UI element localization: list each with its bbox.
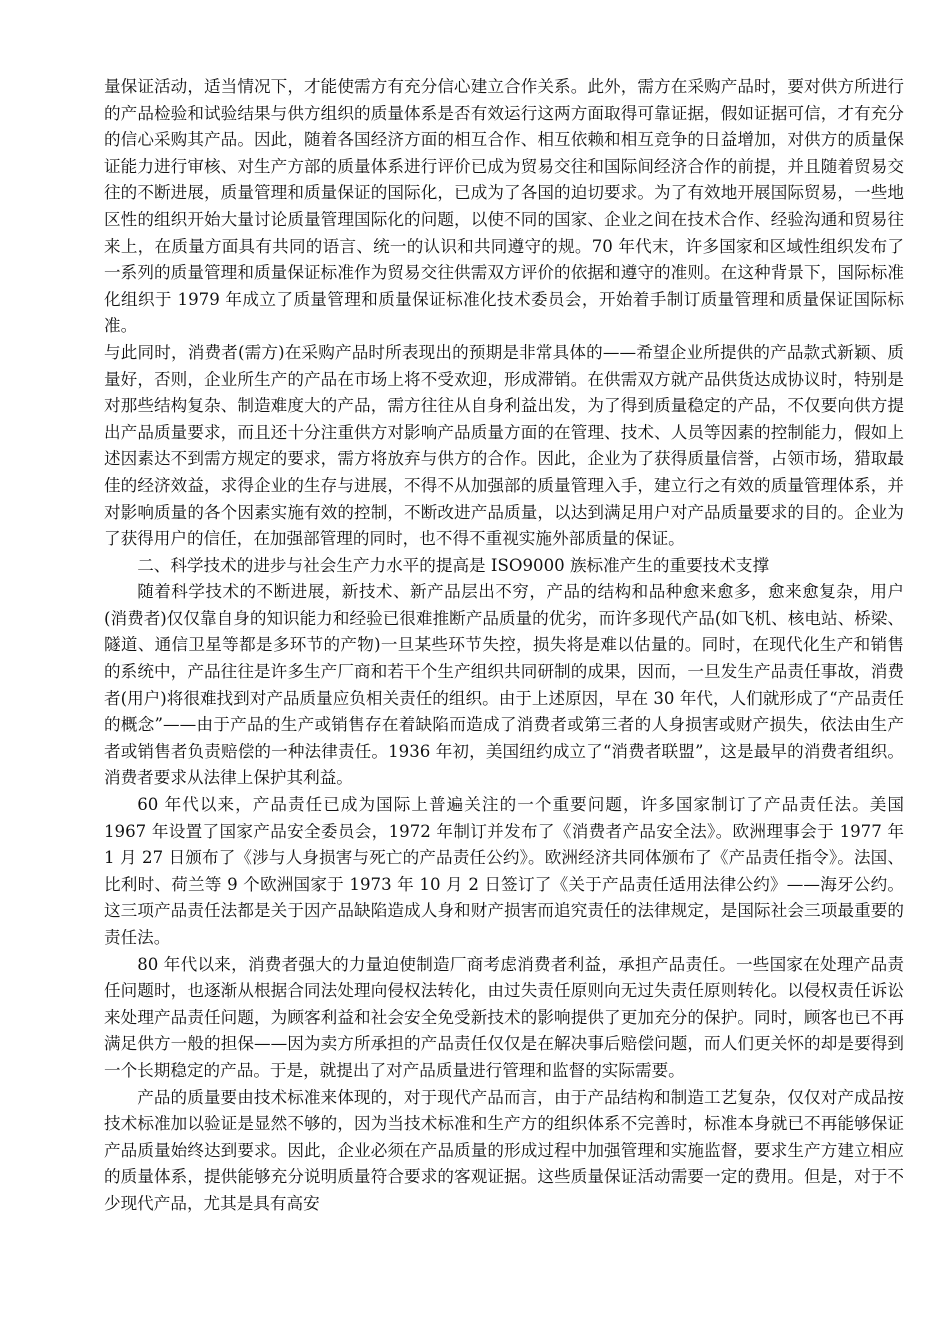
section-heading-technology: 二、科学技术的进步与社会生产力水平的提高是 ISO9000 族标准产生的重要技术支撑 bbox=[137, 555, 770, 575]
document-page bbox=[104, 74, 904, 1218]
paragraph-product-liability-origin: 随着科学技术的不断进展，新技术、新产品层出不穷，产品的结构和品种愈来愈多，愈来愈复杂，用户(消费者)仅仅靠自身的知识能力和经验已很难推断产品质量的优劣，而许多现代产品(如飞机、核电站、桥梁、隧道、通信卫星等都是多环节的产物)一旦某些环节失控，损失将是难以估量的。同时，在现代化生产和销售的系统中，产品往往是许多生产厂商和若干个生产组织共同研制的成果，因而，一旦发生产品责任事故，消费者(用户)将很难找到对产品质量应负相关责任的组织。由于上述原因，早在 30 年代，人们就形成了“产品责任的概念”——由于产品的生产或销售存在着缺陷而造成了消费者或第三者的人身损害或财产损失，依法由生产者或销售者负责赔偿的一种法律责任。1936 年初，美国纽约成立了“消费者联盟”，这是最早的消费者组织。消费者要求从法律上保护其利益。 bbox=[104, 582, 904, 788]
paragraph-1980s-liability: 80 年代以来，消费者强大的力量迫使制造厂商考虑消费者利益，承担产品责任。一些国家在处理产品责任问题时，也逐渐从根据合同法处理向侵权法转化，由过失责任原则向无过失责任原则转化。以侵权责任诉讼来处理产品责任问题，为顾客利益和社会安全免受新技术的影响提供了更加充分的保护。同时，顾客也已不再满足供方一般的担保——因为卖方所承担的产品责任仅仅是在解决事后赔偿问题，而人们更关怀的却是要得到一个长期稳定的产品。于是，就提出了对产品质量进行管理和监督的实际需要。 bbox=[104, 954, 904, 1080]
paragraph-technical-standards: 产品的质量要由技术标准来体现的，对于现代产品而言，由于产品结构和制造工艺复杂，仅仅对产成品按技术标准加以验证是显然不够的，因为当技术标准和生产方的组织体系不完善时，标准本身就已不再能够保证产品质量始终达到要求。因此，企业必须在产品质量的形成过程中加强管理和实施监督，要求生产方建立相应的质量体系，提供能够充分说明质量符合要求的客观证据。这些质量保证活动需要一定的费用。但是，对于不少现代产品，尤其是具有高安 bbox=[104, 1087, 904, 1213]
paragraph-quality-assurance-intro: 量保证活动，适当情况下，才能使需方有充分信心建立合作关系。此外，需方在采购产品时，要对供方所进行的产品检验和试验结果与供方组织的质量体系是否有效运行这两方面取得可靠证据，假如证据可信，才有充分的信心采购其产品。因此，随着各国经济方面的相互合作、相互依赖和相互竞争的日益增加，对供方的质量保证能力进行审核、对生产方部的质量体系进行评价已成为贸易交往和国际间经济合作的前提，并且随着贸易交往的不断进展，质量管理和质量保证的国际化，已成为了各国的迫切要求。为了有效地开展国际贸易，一些地区性的组织开始大量讨论质量管理国际化的问题，以使不同的国家、企业之间在技术合作、经验沟通和贸易往来上，在质量方面具有共同的语言、统一的认识和共同遵守的规。70 年代末，许多国家和区域性组织发布了一系列的质量管理和质量保证标准作为贸易交往供需双方评价的依据和遵守的准则。在这种背景下，国际标准化组织于 1979 年成立了质量管理和质量保证标准化技术委员会，开始着手制订质量管理和质量保证国际标准。 bbox=[104, 77, 904, 336]
paragraph-consumer-expectations: 与此同时，消费者(需方)在采购产品时所表现出的预期是非常具体的——希望企业所提供的产品款式新颖、质量好，否则，企业所生产的产品在市场上将不受欢迎，形成滞销。在供需双方就产品供货达成协议时，特别是对那些结构复杂、制造难度大的产品，需方往往从自身利益出发，为了得到质量稳定的产品，不仅要向供方提出产品质量要求，而且还十分注重供方对影响产品质量方面的在管理、技术、人员等因素的控制能力，假如上述因素达不到需方规定的要求，需方将放弃与供方的合作。因此，企业为了获得质量信誉，占领市场，猎取最佳的经济效益，求得企业的生存与进展，不得不从加强部的质量管理入手，建立行之有效的质量管理体系，并对影响质量的各个因素实施有效的控制，不断改进产品质量，以达到满足用户对产品质量要求的目的。企业为了获得用户的信任，在加强部管理的同时，也不得不重视实施外部质量的保证。 bbox=[104, 342, 904, 549]
paragraph-product-liability-laws: 60 年代以来，产品责任已成为国际上普遍关注的一个重要问题，许多国家制订了产品责任法。美国 1967 年设置了国家产品安全委员会，1972 年制订并发布了《消费者产品安全法》。欧洲理事会于 1977 年 1 月 27 日颁布了《涉与人身损害与死亡的产品责任公约》。欧洲经济共同体颁布了《产品责任指令》。法国、比利时、荷兰等 9 个欧洲国家于 1973 年 10 月 2 日签订了《关于产品责任适用法律公约》——海牙公约。这三项产品责任法都是关于因产品缺陷造成人身和财产损害而追究责任的法律规定，是国际社会三项最重要的责任法。 bbox=[104, 795, 904, 947]
